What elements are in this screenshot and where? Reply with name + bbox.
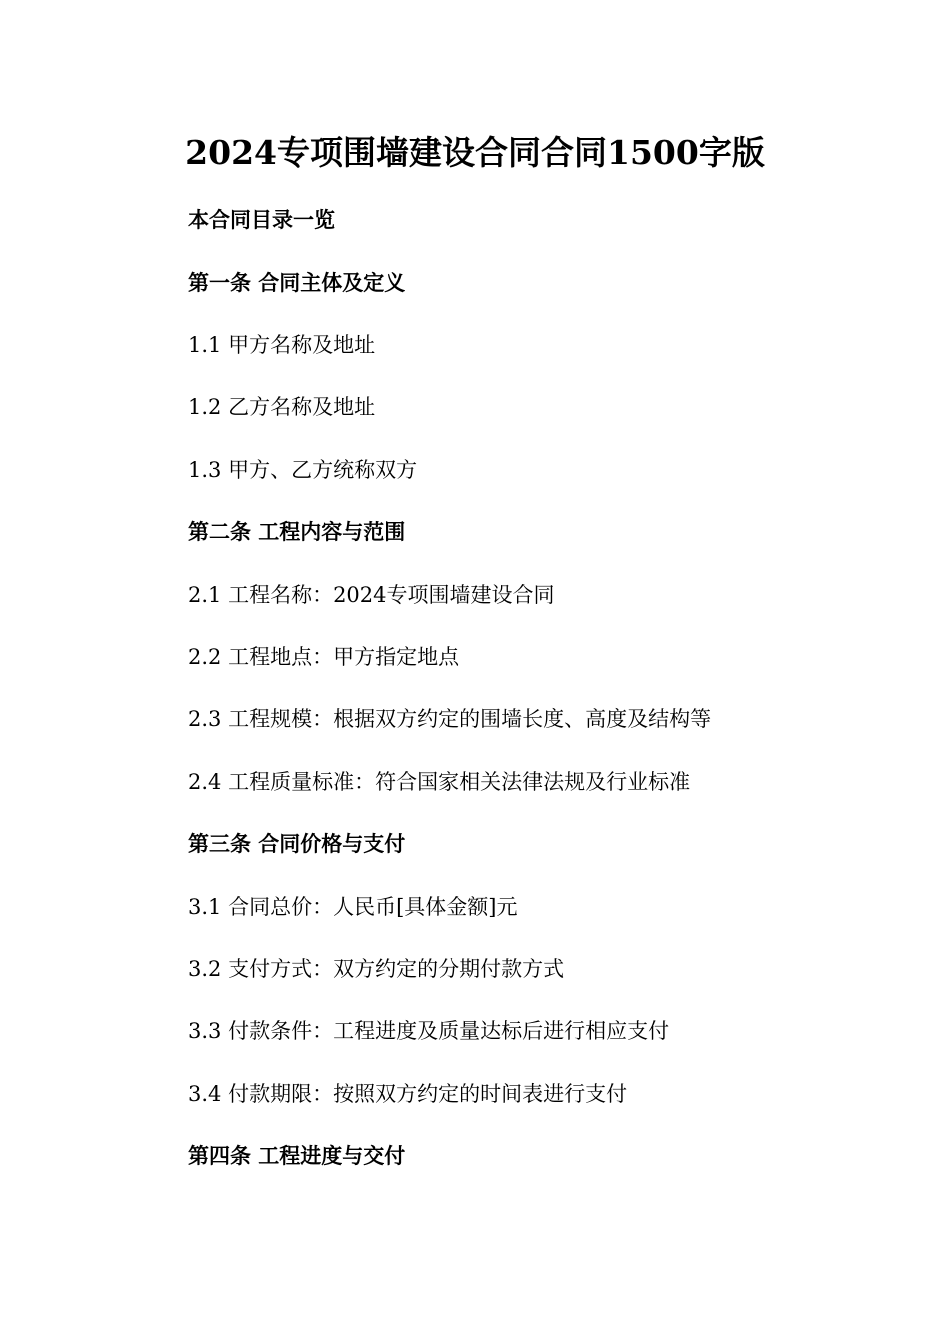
clause-2-1: 2.1 工程名称：2024专项围墙建设合同 (188, 583, 555, 607)
clause-1-2: 1.2 乙方名称及地址 (188, 395, 376, 419)
clause-2-4: 2.4 工程质量标准：符合国家相关法律法规及行业标准 (188, 770, 691, 794)
clause-3-2: 3.2 支付方式：双方约定的分期付款方式 (188, 957, 565, 981)
toc-heading: 本合同目录一览 (188, 207, 335, 232)
article-heading-2: 第二条 工程内容与范围 (188, 519, 406, 544)
clause-1-1: 1.1 甲方名称及地址 (188, 333, 376, 357)
document-title: 2024专项围墙建设合同合同1500字版 (185, 133, 765, 172)
clause-3-3: 3.3 付款条件：工程进度及质量达标后进行相应支付 (188, 1019, 670, 1043)
article-heading-1: 第一条 合同主体及定义 (188, 270, 406, 295)
article-heading-4: 第四条 工程进度与交付 (188, 1143, 406, 1168)
article-heading-3: 第三条 合同价格与支付 (188, 831, 406, 856)
clause-3-1: 3.1 合同总价：人民币[具体金额]元 (188, 895, 518, 919)
clause-2-2: 2.2 工程地点：甲方指定地点 (188, 645, 460, 669)
clause-2-3: 2.3 工程规模：根据双方约定的围墙长度、高度及结构等 (188, 707, 712, 731)
clause-1-3: 1.3 甲方、乙方统称双方 (188, 458, 418, 482)
clause-3-4: 3.4 付款期限：按照双方约定的时间表进行支付 (188, 1082, 628, 1106)
